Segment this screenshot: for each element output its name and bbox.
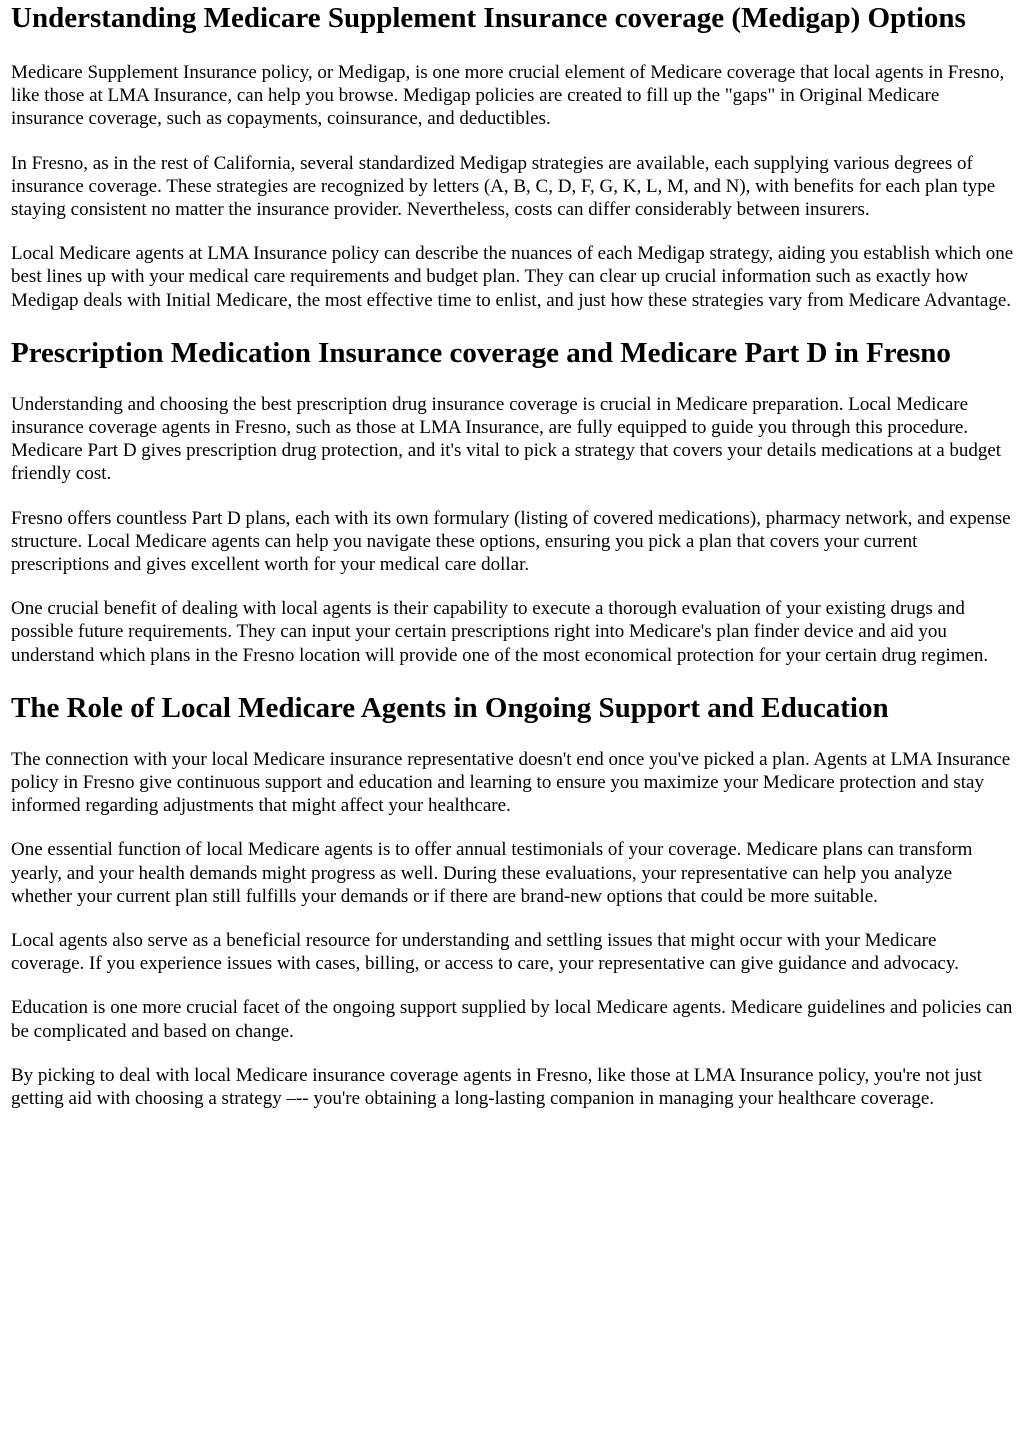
section-heading-medigap: Understanding Medicare Supplement Insurance coverage (Medigap) Options: [11, 2, 966, 34]
paragraph: Fresno offers countless Part D plans, each with its own formulary (listing of covered medications), pharmacy network, and expense structure. Local Medicare agents can help you navigate these options, ensuring you pick a plan that covers your current prescriptions and gives excellent worth for your medical care dollar.: [11, 507, 1011, 576]
paragraph: Medicare Supplement Insurance policy, or Medigap, is one more crucial element of Medicare coverage that local agents in Fresno, like those at LMA Insurance, can help you browse. Medigap policies are created to fill up the "gaps" in Original Medicare insurance coverage, such as copayments, coinsurance, and deductibles.: [11, 62, 1005, 130]
section-medigap: [11, 0, 1014, 312]
paragraph: Understanding and choosing the best prescription drug insurance coverage is crucial in Medicare preparation. Local Medicare insurance coverage agents in Fresno, such as those at LMA Insurance, are fully equipped to guide you through this procedure. Medicare Part D gives prescription drug protection, and it's vital to pick a strategy that covers your details medications at a budget friendly cost.: [11, 393, 1002, 485]
section-ongoing-support: [11, 691, 1014, 1110]
paragraph: In Fresno, as in the rest of California, several standardized Medigap strategies are available, each supplying various degrees of insurance coverage. These strategies are recognized by letters (A, B, C, D, F, G, K, L, M, and N), with benefits for each plan type staying consistent no matter the insurance provider. Nevertheless, costs can differ considerably between insurers.: [11, 152, 996, 221]
paragraph: Local Medicare agents at LMA Insurance policy can describe the nuances of each Medigap strategy, aiding you establish which one best lines up with your medical care requirements and budget plan. They can clear up crucial information such as exactly how Medigap deals with Initial Medicare, the most effective time to enlist, and just how these strategies vary from Medicare Advantage.: [11, 243, 1014, 311]
section-heading-ongoing-support: The Role of Local Medicare Agents in Ongoing Support and Education: [11, 691, 889, 724]
paragraph: Education is one more crucial facet of the ongoing support supplied by local Medicare agents. Medicare guidelines and policies can be complicated and based on change.: [11, 997, 1013, 1042]
paragraph: One crucial benefit of dealing with local agents is their capability to execute a thorough evaluation of your existing drugs and possible future requirements. They can input your certain prescriptions right into Medicare's plan finder device and aid you understand which plans in the Fresno location will provide one of the most economical protection for your certain drug regimen.: [11, 598, 989, 666]
paragraph: The connection with your local Medicare insurance representative doesn't end once you've picked a plan. Agents at LMA Insurance policy in Fresno give continuous support and education and learning to ensure you maximize your Medicare protection and stay informed regarding adjustments that might affect your healthcare.: [11, 748, 1011, 817]
paragraph: Local agents also serve as a beneficial resource for understanding and settling issues that might occur with your Medicare coverage. If you experience issues with cases, billing, or access to care, your representative can give guidance and advocacy.: [11, 930, 959, 975]
section-heading-part-d: Prescription Medication Insurance coverage and Medicare Part D in Fresno: [11, 336, 951, 369]
paragraph: One essential function of local Medicare agents is to offer annual testimonials of your coverage. Medicare plans can transform yearly, and your health demands might progress as well. During these evaluations, your representative can help you analyze whether your current plan still fulfills your demands or if there are brand-new options that could be more suitable.: [11, 839, 973, 907]
paragraph: By picking to deal with local Medicare insurance coverage agents in Fresno, like those at LMA Insurance policy, you're not just getting aid with choosing a strategy –-- you're obtaining a long-lasting companion in managing your healthcare coverage.: [11, 1064, 982, 1110]
section-part-d: [11, 336, 1014, 667]
